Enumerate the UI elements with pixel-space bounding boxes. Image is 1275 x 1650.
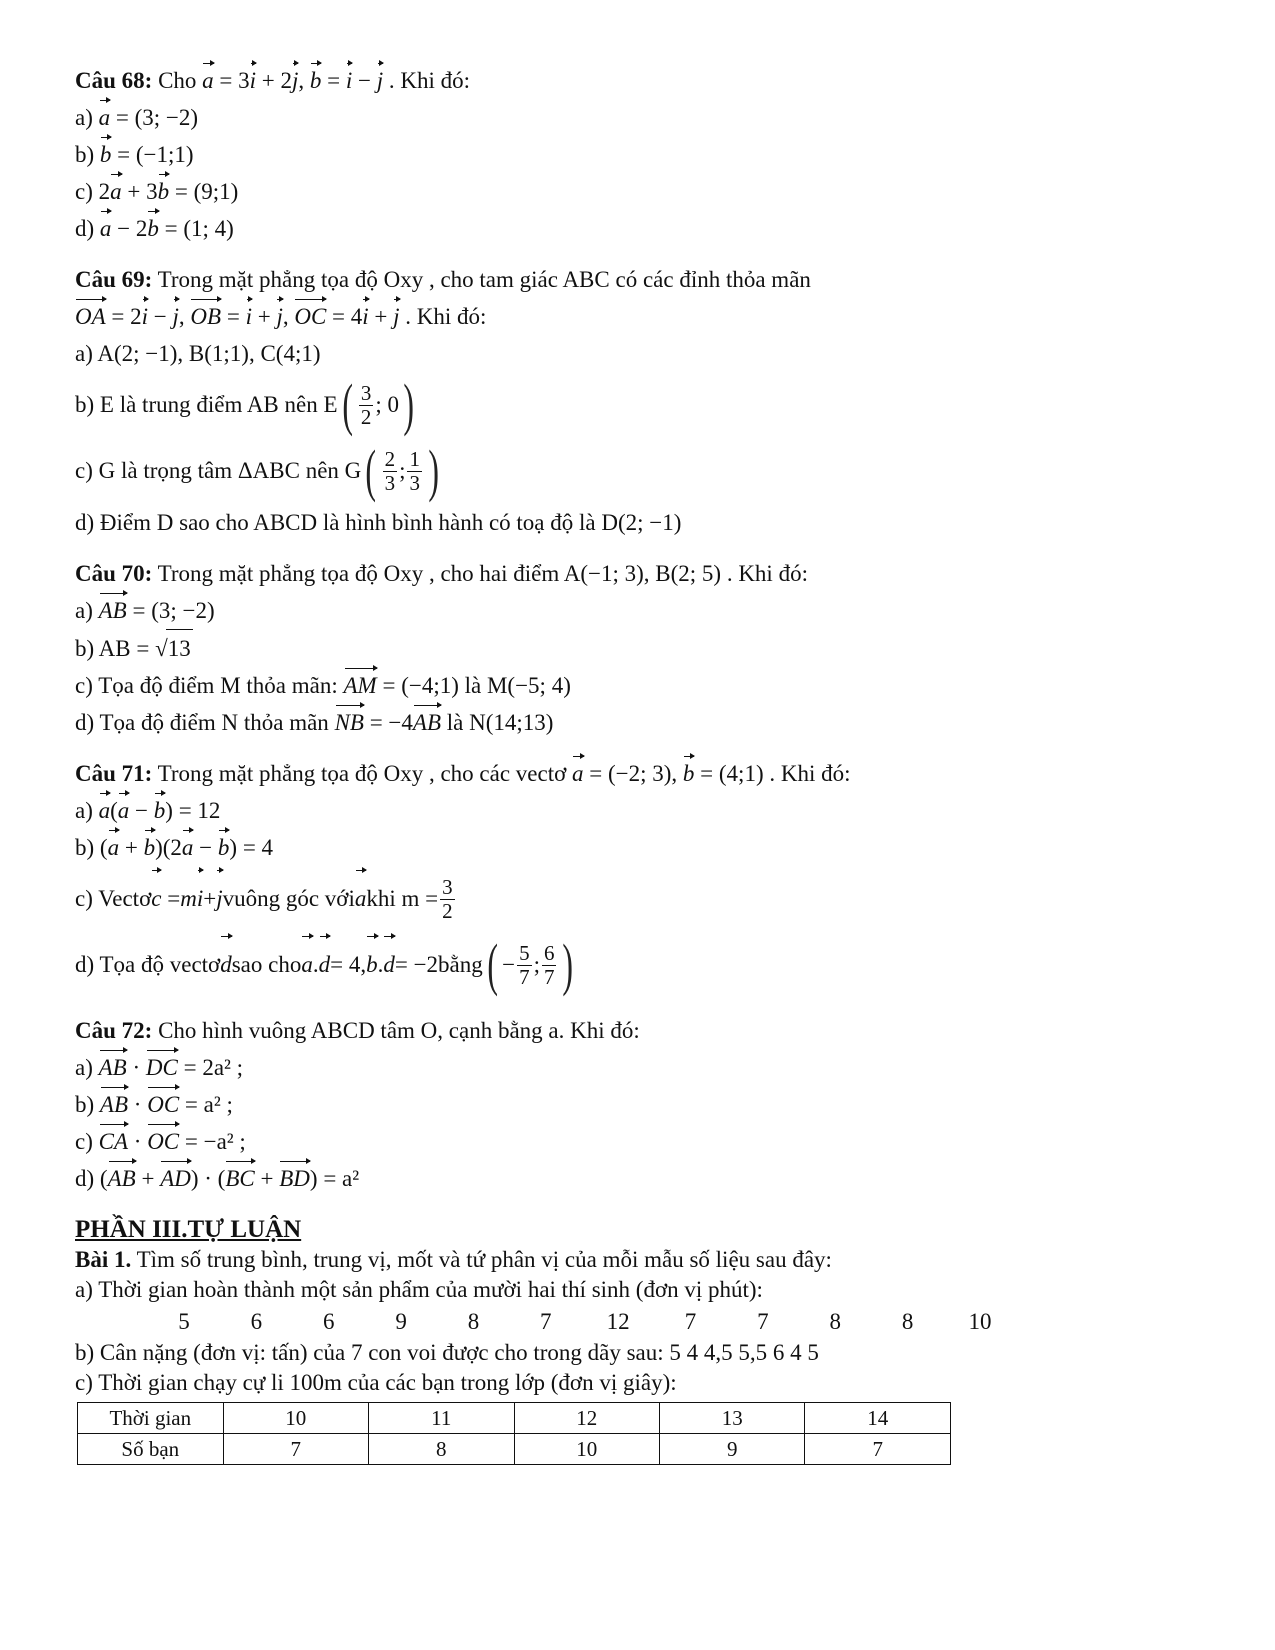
- option-68-a: a) a = (3; −2): [75, 99, 1205, 136]
- table-cell: 7: [223, 1434, 368, 1465]
- table-cell: 14: [805, 1403, 951, 1434]
- question-69: [75, 261, 1205, 541]
- data-value: 7: [684, 1309, 697, 1334]
- exercise-1-b: b) Cân nặng (đơn vị: tấn) của 7 con voi được cho trong dãy sau: 5 4 4,5 5,5 6 4 5: [75, 1340, 819, 1365]
- option-72-b: b) AB · OC = a² ;: [75, 1086, 1205, 1123]
- table-cell: 9: [660, 1434, 805, 1465]
- table-cell: 8: [369, 1434, 514, 1465]
- question-72: [75, 1012, 1205, 1197]
- table-cell: 10: [514, 1434, 659, 1465]
- exercise-1-c: c) Thời gian chạy cự li 100m của các bạn trong lớp (đơn vị giây):: [75, 1370, 677, 1395]
- question-68-text-end: . Khi đó:: [388, 68, 471, 93]
- data-value: 10: [968, 1309, 992, 1334]
- running-time-table: [77, 1402, 951, 1465]
- option-68-d: d) a − 2b = (1; 4): [75, 210, 1205, 247]
- option-72-a: a) AB · DC = 2a² ;: [75, 1049, 1205, 1086]
- data-value: 6: [250, 1309, 263, 1334]
- question-69-label: Câu 69:: [75, 267, 153, 292]
- question-68-stem: Câu 68: Cho a = 3i + 2j, b = i − j . Khi đó:: [75, 62, 1205, 99]
- option-70-a: a) AB = (3; −2): [75, 592, 1205, 629]
- part-3-section: [75, 1215, 1205, 1465]
- section-title: PHẦN III.TỰ LUẬN: [75, 1216, 302, 1243]
- option-69-b: b) E là trung điểm AB nên E ( $\frac{3}{2}$ ; 0 ): [75, 372, 414, 437]
- question-70-stem: Câu 70: Trong mặt phẳng tọa độ Oxy , cho hai điểm A(−1; 3), B(2; 5) . Khi đó:: [75, 561, 808, 586]
- document-page: [75, 62, 1205, 1465]
- option-68-b: b) b = (−1;1): [75, 136, 1205, 173]
- question-68-text: Cho: [152, 68, 203, 93]
- data-value: 5: [178, 1309, 190, 1334]
- data-value: 6: [322, 1309, 335, 1334]
- option-68-c: c) 2a + 3b = (9;1): [75, 173, 1205, 210]
- fraction: $\frac{5}{7}$: [519, 941, 530, 989]
- question-70: [75, 555, 1205, 741]
- fraction: $\frac{6}{7}$: [543, 941, 555, 989]
- fraction: $\frac{2}{3}$: [384, 447, 396, 495]
- option-71-a: a) a(a − b) = 12: [75, 792, 1205, 829]
- table-cell: 10: [223, 1403, 368, 1434]
- option-72-c: c) CA · OC = −a² ;: [75, 1123, 1205, 1160]
- question-71-stem: Câu 71: Trong mặt phẳng tọa độ Oxy , cho các vectơ a = (−2; 3), b = (4;1) . Khi đó:: [75, 755, 1205, 792]
- data-value: 7: [757, 1309, 769, 1334]
- option-71-c: c) Vectơ c = m i + j vuông góc với a khi m = $\frac{3}{2}$: [75, 866, 1205, 932]
- data-value: 9: [395, 1309, 407, 1334]
- question-68-label: Câu 68:: [75, 68, 153, 93]
- fraction: $\frac{3}{2}$: [360, 381, 372, 429]
- question-72-label: Câu 72:: [75, 1018, 153, 1043]
- table-cell: 13: [660, 1403, 805, 1434]
- exercise-1-a-values: [172, 1305, 992, 1338]
- option-69-a: a) A(2; −1), B(1;1), C(4;1): [75, 341, 321, 366]
- option-72-d: d) (AB + AD) · (BC + BD) = a²: [75, 1160, 1205, 1197]
- data-value: 12: [606, 1309, 630, 1334]
- question-69-condition: OA = 2i − j, OB = i + j, OC = 4i + j . Khi đó:: [75, 298, 1205, 335]
- question-71: [75, 755, 1205, 998]
- exercise-1-a: a) Thời gian hoàn thành một sản phẩm của mười hai thí sinh (đơn vị phút):: [75, 1277, 763, 1302]
- table-cell: 12: [514, 1403, 659, 1434]
- data-value: 7: [540, 1309, 552, 1334]
- fraction: $\frac{1}{3}$: [409, 447, 420, 495]
- option-71-d: d) Tọa độ vectơ d sao cho a . d = 4, b . d = −2 bằng ( − $\frac{5}{7}$ ; $\frac{6}{7}$ ): [75, 932, 574, 997]
- data-value: 8: [901, 1309, 914, 1334]
- table-cell: Thời gian: [78, 1403, 224, 1434]
- option-70-d: d) Tọa độ điểm N thỏa mãn NB = −4AB là N(14;13): [75, 704, 1205, 741]
- table-row: [78, 1403, 951, 1434]
- exercise-1-title: Bài 1. Tìm số trung bình, trung vị, mốt và tứ phân vị của mỗi mẫu số liệu sau đây:: [75, 1247, 832, 1272]
- data-value: 8: [829, 1309, 841, 1334]
- question-69-stem: Câu 69: Trong mặt phẳng tọa độ Oxy , cho tam giác ABC có các đỉnh thỏa mãn: [75, 267, 811, 292]
- table-cell: 11: [369, 1403, 514, 1434]
- option-70-b: b) AB = √13: [75, 629, 1205, 667]
- question-72-stem: Câu 72: Cho hình vuông ABCD tâm O, cạnh bằng a. Khi đó:: [75, 1018, 640, 1043]
- table-cell: 7: [805, 1434, 951, 1465]
- question-68: [75, 62, 1205, 247]
- option-71-b: b) (a + b)(2a − b) = 4: [75, 829, 1205, 866]
- table-row: [78, 1434, 951, 1465]
- data-value: 8: [467, 1309, 480, 1334]
- table-cell: Số bạn: [78, 1434, 224, 1465]
- option-70-c: c) Tọa độ điểm M thỏa mãn: AM = (−4;1) là M(−5; 4): [75, 667, 1205, 704]
- option-69-c: c) G là trọng tâm ΔABC nên G ( $\frac{2}{3}$ ; $\frac{1}{3}$ ): [75, 438, 439, 503]
- question-70-label: Câu 70:: [75, 561, 153, 586]
- option-69-d: d) Điểm D sao cho ABCD là hình bình hành có toạ độ là D(2; −1): [75, 510, 682, 535]
- fraction: $\frac{3}{2}$: [442, 875, 453, 923]
- question-71-label: Câu 71:: [75, 761, 153, 786]
